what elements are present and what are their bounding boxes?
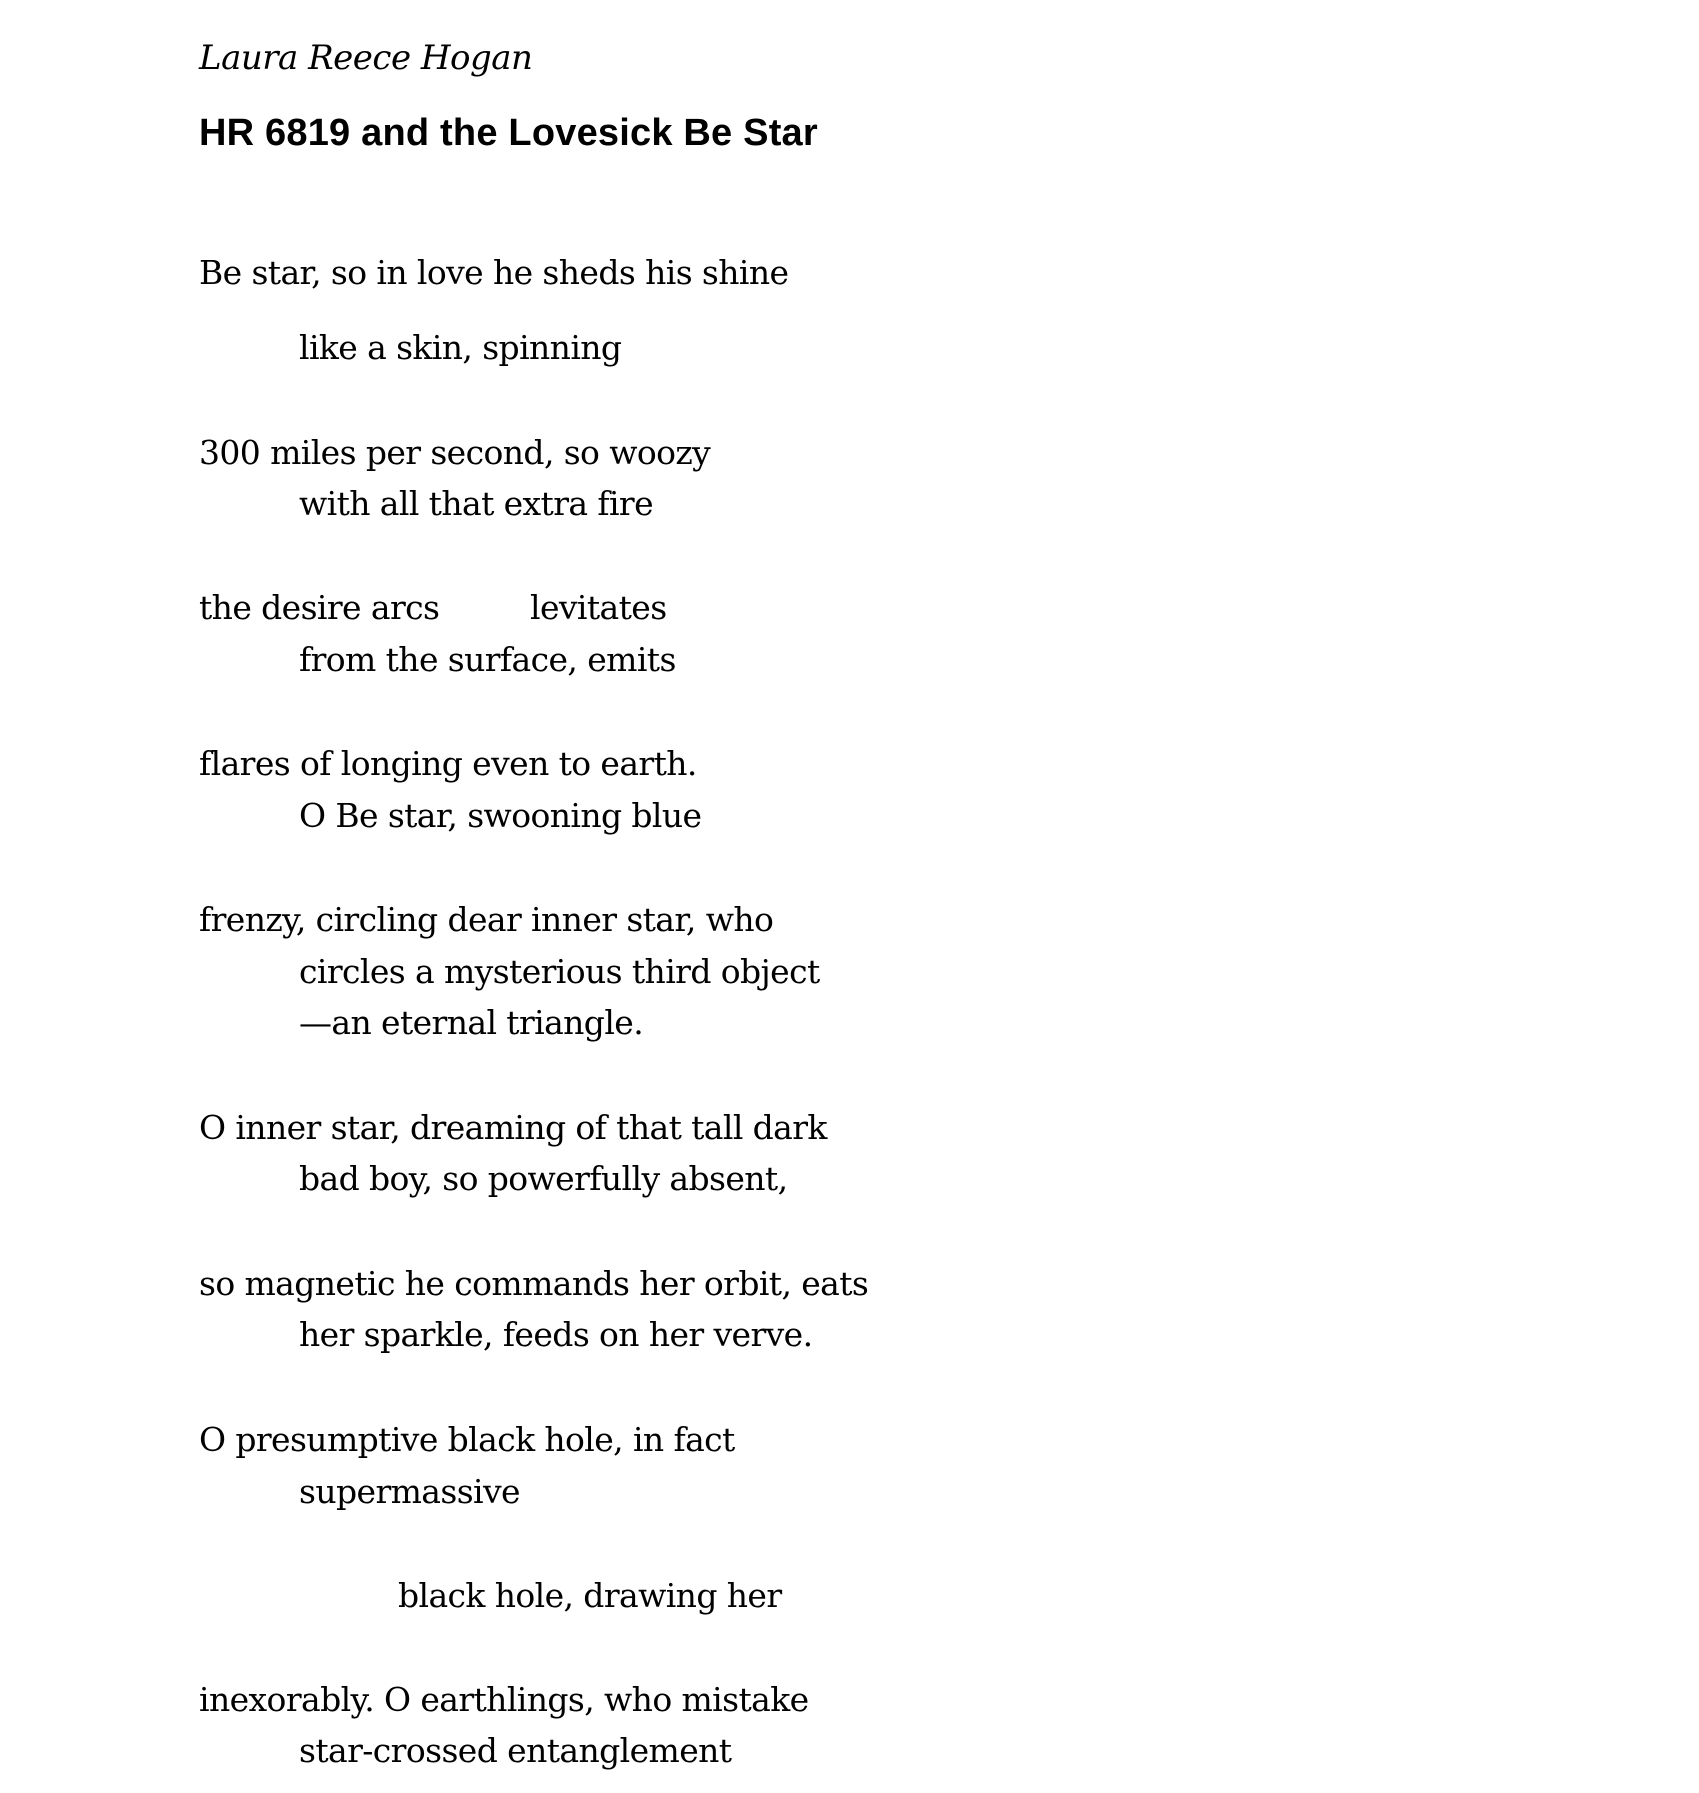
- poem-line: star-crossed entanglement: [299, 1731, 732, 1770]
- poem-line: O Be star, swooning blue: [299, 796, 702, 835]
- poem-line: so magnetic he commands her orbit, eats: [199, 1264, 869, 1303]
- poem-title: HR 6819 and the Lovesick Be Star: [199, 112, 818, 154]
- poem-line: like a skin, spinning: [299, 328, 622, 367]
- poem-line: from the surface, emits: [299, 640, 676, 679]
- author-name: Laura Reece Hogan: [199, 38, 533, 78]
- poem-line: O inner star, dreaming of that tall dark: [199, 1108, 827, 1147]
- poem-line: O presumptive black hole, in fact: [199, 1420, 735, 1459]
- poem-line: supermassive: [299, 1472, 520, 1511]
- poem-line: black hole, drawing her: [398, 1576, 782, 1615]
- poem-line: frenzy, circling dear inner star, who: [199, 900, 774, 939]
- poem-line: with all that extra fire: [299, 484, 654, 523]
- poem-line: Be star, so in love he sheds his shine: [199, 253, 789, 292]
- poem-line: —an eternal triangle.: [299, 1003, 644, 1042]
- poem-line: circles a mysterious third object: [299, 952, 820, 991]
- poem-line: inexorably. O earthlings, who mistake: [199, 1680, 809, 1719]
- poem-line: 300 miles per second, so woozy: [199, 433, 711, 472]
- poem-line: bad boy, so powerfully absent,: [299, 1159, 788, 1198]
- poem-line: levitates: [530, 588, 667, 627]
- poem-line: flares of longing even to earth.: [199, 744, 697, 783]
- poem-line: her sparkle, feeds on her verve.: [299, 1315, 813, 1354]
- poem-line: the desire arcs: [199, 588, 440, 627]
